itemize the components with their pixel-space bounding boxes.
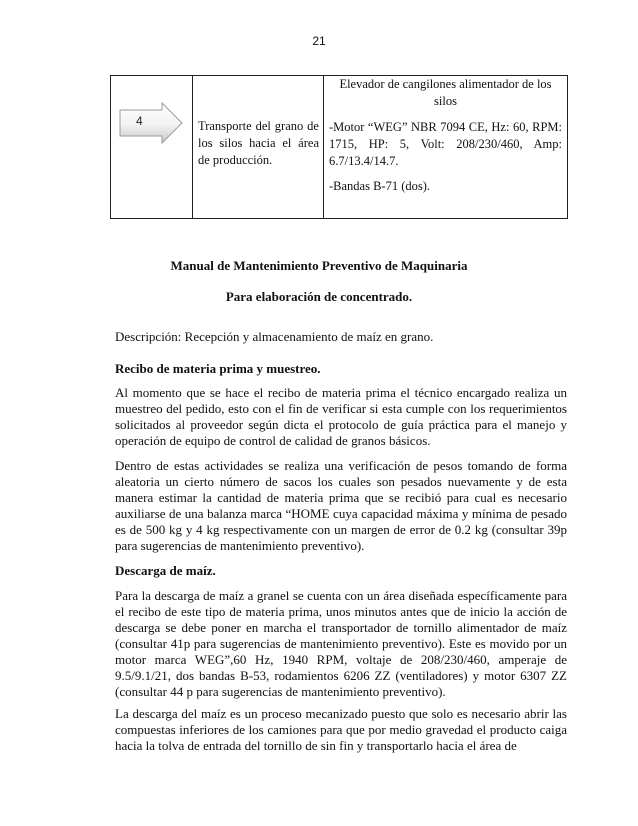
page-number: 21 [312, 34, 326, 48]
motor-spec: -Motor “WEG” NBR 7094 CE, Hz: 60, RPM: 1715, HP: 5, Volt: 208/230/460, Amp: 6.7/13.4/14.7. [329, 120, 562, 168]
process-description-cell [193, 76, 324, 219]
section-heading-recibo: Recibo de materia prima y muestreo. [115, 361, 321, 376]
equipment-title: Elevador de cangilones alimentador de los silos [339, 77, 552, 108]
equipment-table [110, 75, 568, 219]
step-cell [111, 76, 193, 219]
section-heading-descarga: Descarga de maíz. [115, 563, 216, 578]
process-description: Transporte del grano de los silos hacia el área de producción. [198, 119, 319, 167]
document-subtitle: Para elaboración de concentrado. [225, 289, 413, 304]
paragraph-descarga-1: Para la descarga de maíz a granel se cuenta con un área diseñada específicamente para el recibo de este tipo de materia prima, unos minutos antes que de inicio la acción de descarga se debe poner en marcha el transportador de tornillo alimentador de maíz (consultar 41p para sugerencias de mantenimiento preventivo). Este es movido por un motor marca WEG”,60 Hz, 1940 RPM, voltaje de 208/230/460, amperaje de 9.5/9.1/21, dos bandas B-53, rodamientos 6206 ZZ (ventiladores) y motor 6307 ZZ (consultar 44 p para sugerencias de mantenimiento preventivo). [115, 588, 567, 699]
document-title: Manual de Mantenimiento Preventivo de Maquinaria [170, 258, 468, 273]
table-row [111, 76, 568, 219]
paragraph-recibo-1: Al momento que se hace el recibo de materia prima el técnico encargado realiza un muestreo del pedido, esto con el fin de verificar si esta cumple con los requerimientos solicitados al proveedor según dicta el protocolo de guía práctica para el manejo y operación de equipo de control de calidad de granos básicos. [115, 385, 567, 448]
arrow-icon [118, 101, 184, 145]
band-spec: -Bandas B-71 (dos). [329, 179, 431, 193]
paragraph-recibo-2: Dentro de estas actividades se realiza una verificación de pesos tomando de forma aleatoria un cierto número de sacos los cuales son pesados nuevamente y de esta manera estimar la cantidad de materia prima que se recibió para cual es necesario auxiliarse de una balanza marca “HOME cuya capacidad máxima y mínima de pesado es de 500 kg y 4 kg respectivamente con un margen de error de 0.2 kg (consultar 39p para sugerencias de mantenimiento preventivo). [115, 458, 567, 553]
paragraph-descarga-2: La descarga del maíz es un proceso mecanizado puesto que solo es necesario abrir las compuestas inferiores de los camiones para que por medio gravedad el producto caiga hacia la tolva de entrada del tornillo de sin fin y transportarlo hacia el área de [115, 706, 567, 753]
description-line: Descripción: Recepción y almacenamiento de maíz en grano. [115, 329, 434, 344]
step-arrow [118, 101, 184, 150]
equipment-cell [324, 76, 568, 219]
step-number: 4 [136, 114, 143, 128]
